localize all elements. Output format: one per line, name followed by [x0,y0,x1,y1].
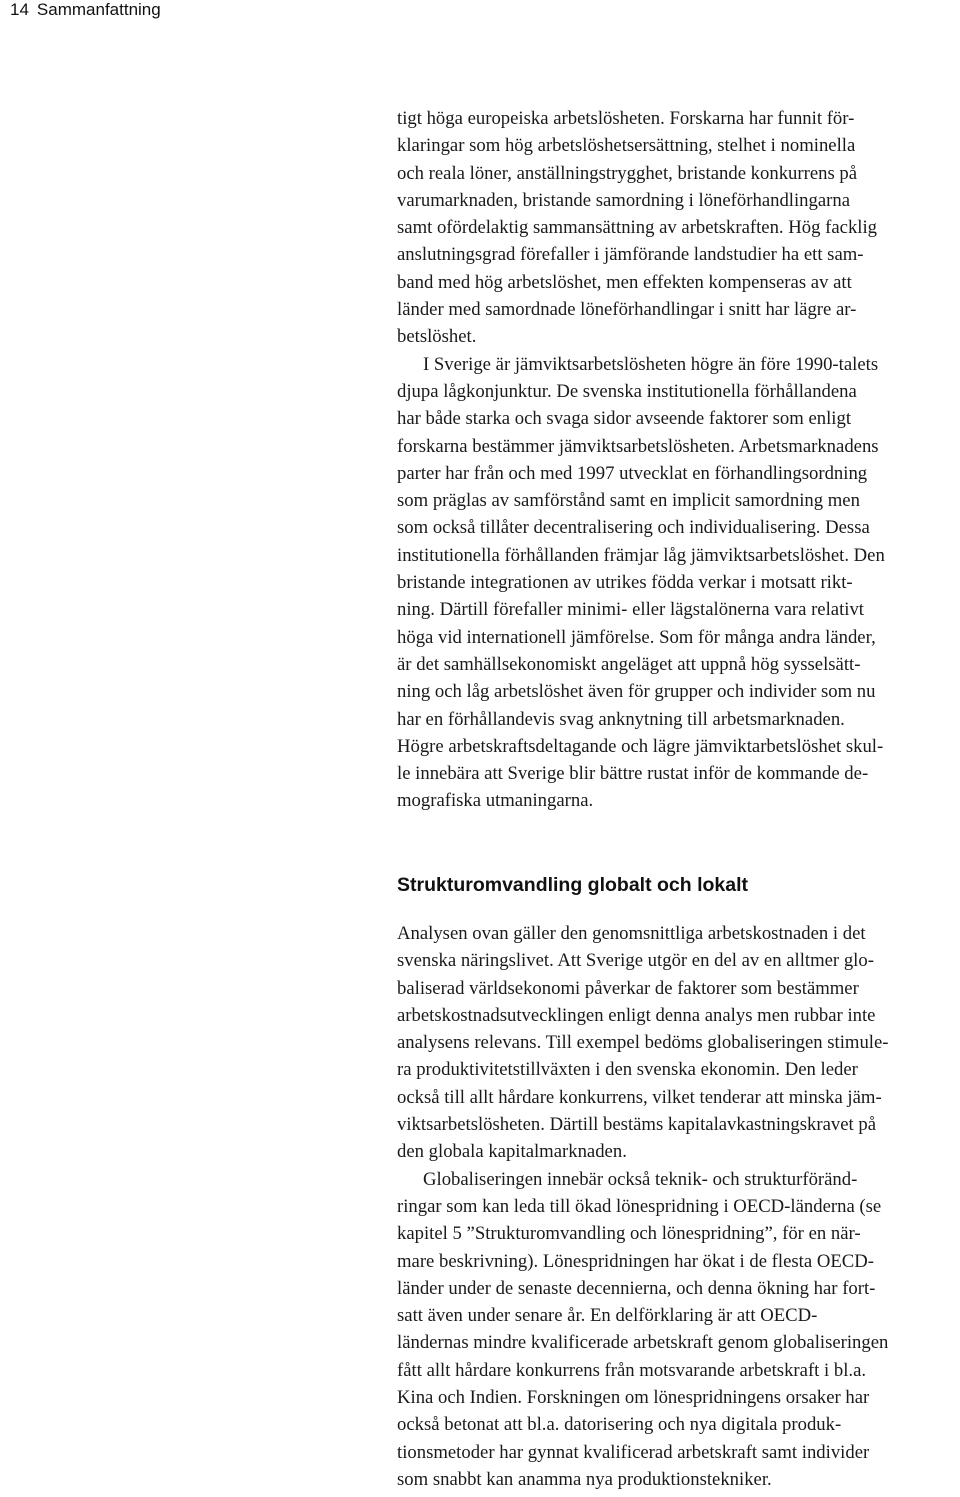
text-line: betslöshet. [397,326,477,348]
text-line: har både starka och svaga sidor avseende faktorer som enligt [397,408,852,430]
text-line: mare beskrivning). Lönespridningen har ökat i de flesta OECD- [397,1250,874,1272]
text-line: ringar som kan leda till ökad lönespridning i OECD-länderna (se [397,1195,882,1217]
text-line: svenska näringslivet. Att Sverige utgör en del av en alltmer glo- [397,950,874,972]
text-line: band med hög arbetslöshet, men effekten kompenseras av att [397,271,852,293]
text-line: ländernas mindre kvalificerade arbetskraft genom globaliseringen [397,1332,889,1354]
text-line: ra produktivitetstillväxten i den svenska ekonomin. Den leder [397,1059,858,1081]
text-line: också betonat att bl.a. datorisering och nya digitala produk- [397,1414,842,1436]
text-line: institutionella förhållanden främjar låg jämviktsarbetslöshet. Den [397,544,885,566]
text-line: satt även under senare år. En delförklaring är att OECD- [397,1305,818,1327]
text-line: länder med samordnade löneförhandlingar i snitt har lägre ar- [397,299,857,321]
text-line: Analysen ovan gäller den genomsnittliga arbetskostnaden i det [397,923,866,944]
text-line: den globala kapitalmarknaden. [397,1141,627,1163]
text-line: som snabbt kan anamma nya produktionstekniker. [397,1468,772,1490]
page-number: 14 [10,0,29,19]
body-text-section-1 [397,105,957,815]
running-title: Sammanfattning [36,0,161,19]
text-line: tionsmetoder har gynnat kvalificerad arbetskraft samt individer [397,1441,870,1463]
text-line: analysens relevans. Till exempel bedöms globaliseringen stimule- [397,1032,889,1054]
text-line: fått allt hårdare konkurrens från motsvarande arbetskraft i bl.a. [397,1359,867,1381]
section-heading: Strukturomvandling globalt och lokalt [397,874,749,896]
text-line: samt ofördelaktig sammansättning av arbetskraften. Hög facklig [397,217,878,239]
page-header [10,0,161,22]
text-line: är det samhällsekonomiskt angeläget att uppnå hög sysselsätt- [397,653,861,675]
text-line: länder under de senaste decennierna, och denna ökning har fort- [397,1277,876,1299]
text-line: tigt höga europeiska arbetslösheten. Forskarna har funnit för- [397,108,855,129]
text-line: ning och låg arbetslöshet även för grupper och individer som nu [397,681,876,703]
text-line: I Sverige är jämviktsarbetslösheten högre än före 1990-talets [423,353,879,375]
text-line: höga vid internationell jämförelse. Som för många andra länder, [397,626,876,648]
text-line: baliserad världsekonomi påverkar de faktorer som bestämmer [397,977,859,999]
text-line: har en förhållandevis svag anknytning till arbetsmarknaden. [397,708,845,730]
text-line: anslutningsgrad förefaller i jämförande landstudier ha ett sam- [397,244,864,266]
body-text-section-2 [397,920,957,1493]
text-line: som präglas av samförstånd samt en implicit samordning men [397,490,860,512]
text-line: le innebära att Sverige blir bättre rustat inför de kommande de- [397,763,869,785]
text-line: och reala löner, anställningstrygghet, bristande konkurrens på [397,162,858,184]
text-line: också till allt hårdare konkurrens, vilket tenderar att minska jäm- [397,1086,882,1108]
text-line: klaringar som hög arbetslöshetsersättning, stelhet i nominella [397,135,856,157]
text-line: Högre arbetskraftsdeltagande och lägre jämviktarbetslöshet skul- [397,735,884,757]
text-line: djupa lågkonjunktur. De svenska institutionella förhållandena [397,380,857,402]
text-line: varumarknaden, bristande samordning i löneförhandlingarna [397,189,851,211]
text-line: arbetskostnadsutvecklingen enligt denna analys men rubbar inte [397,1004,876,1026]
text-line: parter har från och med 1997 utvecklat en förhandlingsordning [397,462,868,484]
text-line: forskarna bestämmer jämviktsarbetslösheten. Arbetsmarknadens [397,435,879,457]
text-line: som också tillåter decentralisering och individualisering. Dessa [397,517,870,539]
text-line: mografiska utmaningarna. [397,790,594,812]
text-line: viktsarbetslösheten. Därtill bestäms kapitalavkastningskravet på [397,1114,877,1136]
text-line: ning. Därtill förefaller minimi- eller lägstalönerna vara relativt [397,599,864,621]
text-line: Globaliseringen innebär också teknik- och strukturföränd- [423,1168,858,1190]
text-line: kapitel 5 ”Strukturomvandling och lönespridning”, för en när- [397,1223,861,1245]
text-line: Kina och Indien. Forskningen om lönespridningens orsaker har [397,1387,870,1409]
text-line: bristande integrationen av utrikes födda verkar i motsatt rikt- [397,572,853,594]
